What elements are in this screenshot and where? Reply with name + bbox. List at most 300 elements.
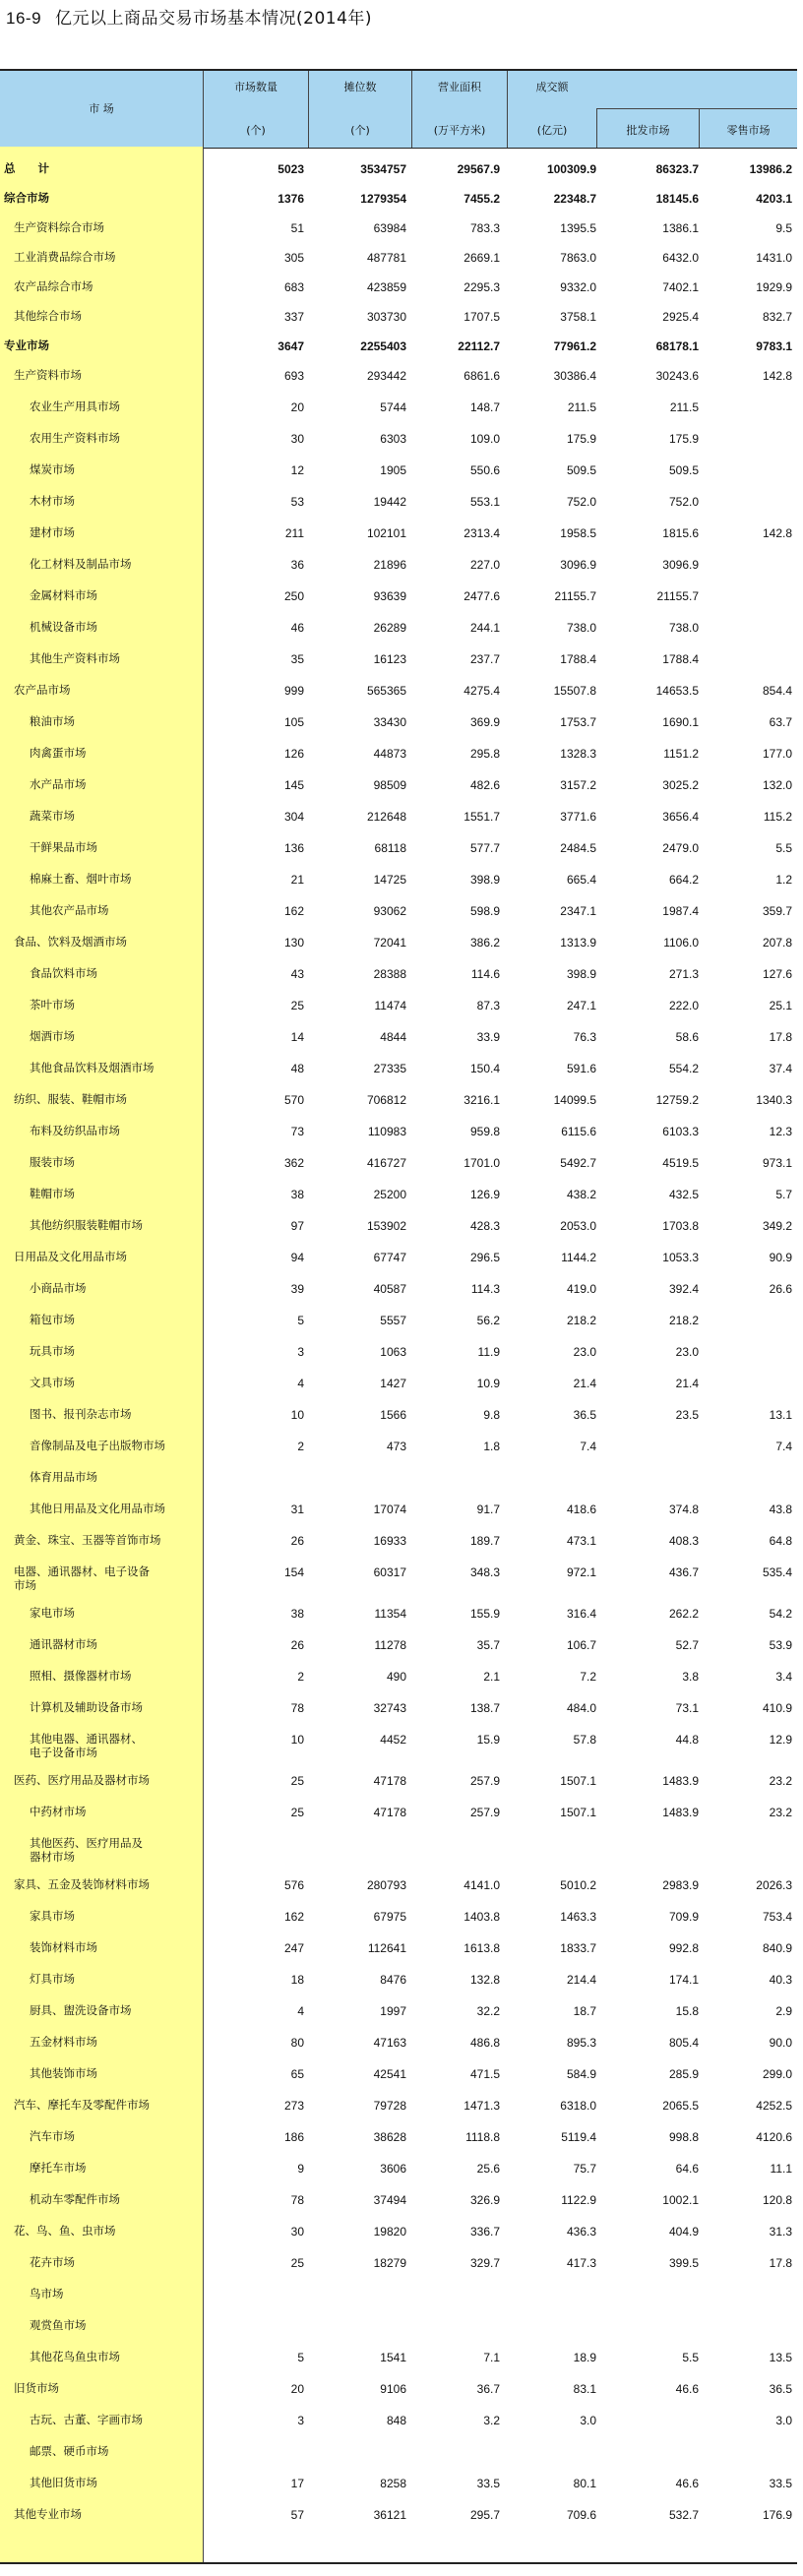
- cell-value: 75.7: [573, 2162, 596, 2176]
- cell-value: 211: [284, 526, 304, 540]
- cell-value: 175.9: [566, 432, 596, 446]
- cell-value: 392.4: [668, 1282, 699, 1296]
- row-label: 总 计: [4, 161, 49, 175]
- cell-value: 408.3: [668, 1534, 699, 1548]
- cell-value: 27335: [373, 1062, 406, 1075]
- cell-value: 12.9: [769, 1733, 792, 1747]
- cell-value: 30: [290, 432, 304, 446]
- cell-value: 1701.0: [463, 1156, 500, 1170]
- cell-value: 93062: [373, 904, 406, 918]
- table-row: [0, 1531, 797, 1551]
- cell-value: 576: [283, 1878, 304, 1892]
- row-label: 食品、饮料及烟酒市场: [14, 935, 127, 949]
- cell-value: 68118: [374, 841, 406, 855]
- table-row: [0, 460, 797, 480]
- cell-value: 3216.1: [463, 1093, 500, 1107]
- cell-value: 21155.7: [554, 589, 596, 603]
- cell-value: 554.2: [668, 1062, 699, 1075]
- cell-value: 211.5: [669, 400, 699, 414]
- cell-value: 304: [283, 810, 304, 824]
- table-row: [0, 712, 797, 732]
- table-row: [0, 555, 797, 575]
- cell-value: 132.0: [762, 778, 792, 792]
- table-row: [0, 1803, 797, 1822]
- cell-value: 1483.9: [662, 1806, 699, 1819]
- row-label: 箱包市场: [30, 1313, 75, 1326]
- cell-value: 3: [297, 2414, 304, 2427]
- cell-value: 738.0: [566, 621, 596, 635]
- cell-value: 13986.2: [749, 162, 792, 176]
- row-label: 其他电器、通讯器材、: [30, 1732, 143, 1746]
- cell-value: 1815.6: [662, 526, 699, 540]
- cell-value: 73.1: [675, 1701, 699, 1715]
- cell-value: 110983: [367, 1125, 406, 1138]
- header-retail: 零售市场: [726, 124, 771, 137]
- cell-value: 752.0: [668, 495, 699, 509]
- cell-value: 114.3: [470, 1282, 500, 1296]
- cell-value: 23.0: [675, 1345, 699, 1359]
- cell-value: 47178: [373, 1774, 406, 1788]
- row-label: 摩托车市场: [30, 2161, 87, 2175]
- header-count-unit: (个): [246, 124, 266, 137]
- table-row: [0, 1907, 797, 1927]
- cell-value: 3.4: [775, 1670, 792, 1684]
- table-row: [0, 1279, 797, 1299]
- row-label: 农业生产用具市场: [30, 399, 120, 413]
- table-row: [0, 307, 797, 327]
- cell-value: 60317: [373, 1565, 406, 1579]
- table-row: [0, 618, 797, 638]
- cell-value: 438.2: [566, 1188, 596, 1201]
- cell-value: 21: [290, 873, 304, 887]
- table-row: [0, 1374, 797, 1393]
- cell-value: 1313.9: [560, 936, 596, 950]
- cell-value: 37.4: [769, 1062, 792, 1075]
- cell-value: 38: [290, 1188, 304, 1201]
- cell-value: 18279: [373, 2256, 406, 2270]
- cell-value: 33430: [373, 715, 406, 729]
- cell-value: 57.8: [573, 1733, 596, 1747]
- cell-value: 1427: [380, 1377, 406, 1390]
- cell-value: 64.8: [769, 1534, 792, 1548]
- row-label: 花、鸟、鱼、虫市场: [14, 2224, 116, 2238]
- table-row: [0, 2190, 797, 2210]
- cell-value: 4452: [380, 1733, 406, 1747]
- cell-value: 1788.4: [560, 652, 596, 666]
- cell-value: 19820: [373, 2225, 406, 2239]
- cell-value: 56.2: [476, 1314, 500, 1327]
- header-stalls: 摊位数: [343, 81, 377, 93]
- row-label: 其他生产资料市场: [30, 651, 120, 665]
- cell-value: 40.3: [769, 1973, 792, 1987]
- cell-value: 484.0: [566, 1701, 596, 1715]
- cell-value: 38628: [373, 2130, 406, 2144]
- cell-value: 26: [290, 1638, 304, 1652]
- cell-value: 1063: [380, 1345, 406, 1359]
- row-label: 图书、报刊杂志市场: [30, 1407, 132, 1421]
- table-row: [0, 2096, 797, 2116]
- row-label: 粮油市场: [30, 714, 75, 728]
- cell-value: 11474: [374, 999, 406, 1012]
- table-row: [0, 1563, 797, 1592]
- cell-value: 1613.8: [463, 1941, 500, 1955]
- cell-value: 752.0: [566, 495, 596, 509]
- table-row: [0, 2285, 797, 2304]
- cell-value: 46: [290, 621, 304, 635]
- cell-value: 76.3: [573, 1030, 596, 1044]
- cell-value: 326.9: [469, 2193, 500, 2207]
- cell-value: 13.1: [769, 1408, 792, 1422]
- cell-value: 120.8: [762, 2193, 792, 2207]
- row-label: 建材市场: [30, 525, 75, 539]
- cell-value: 20: [290, 400, 304, 414]
- cell-value: 17.8: [769, 2256, 792, 2270]
- cell-value: 1929.9: [756, 280, 792, 294]
- cell-value: 98509: [373, 778, 406, 792]
- cell-value: 237.7: [469, 652, 500, 666]
- row-label: 肉禽蛋市场: [30, 746, 87, 760]
- cell-value: 10: [290, 1408, 304, 1422]
- table-row: [0, 1437, 797, 1456]
- table-row: [0, 1185, 797, 1204]
- cell-value: 73: [290, 1125, 304, 1138]
- cell-value: 63984: [373, 221, 406, 235]
- row-label: 烟酒市场: [30, 1029, 75, 1043]
- cell-value: 13.5: [769, 2351, 792, 2364]
- cell-value: 14: [290, 1030, 304, 1044]
- cell-value: 7455.2: [463, 192, 500, 206]
- cell-value: 2: [297, 1670, 304, 1684]
- cell-value: 3534757: [360, 162, 406, 176]
- cell-value: 16123: [373, 652, 406, 666]
- cell-value: 115.2: [763, 810, 792, 824]
- row-label: 农产品综合市场: [14, 279, 93, 293]
- row-label: 服装市场: [30, 1155, 75, 1169]
- cell-value: 46.6: [675, 2477, 699, 2490]
- row-label: 综合市场: [4, 191, 49, 205]
- cell-value: 37494: [373, 2193, 406, 2207]
- cell-value: 7863.0: [560, 251, 596, 265]
- cell-value: 2065.5: [662, 2099, 699, 2113]
- cell-value: 3.0: [775, 2414, 792, 2427]
- cell-value: 417.3: [566, 2256, 596, 2270]
- row-label: 家具市场: [30, 1909, 75, 1923]
- cell-value: 11.1: [770, 2162, 792, 2176]
- cell-value: 273: [283, 2099, 304, 2113]
- cell-value: 175.9: [668, 432, 699, 446]
- table-row: [0, 2348, 797, 2367]
- cell-value: 436.3: [566, 2225, 596, 2239]
- table-row: [0, 1771, 797, 1791]
- table-row: [0, 1405, 797, 1425]
- cell-value: 362: [283, 1156, 304, 1170]
- cell-value: 15.9: [476, 1733, 500, 1747]
- cell-value: 553.1: [469, 495, 500, 509]
- cell-value: 112641: [367, 1941, 406, 1955]
- header-market: 市 场: [89, 102, 114, 115]
- cell-value: 3647: [278, 339, 304, 353]
- cell-value: 895.3: [566, 2036, 596, 2050]
- header-turnover: 成交额: [535, 81, 569, 93]
- cell-value: 177.0: [762, 747, 792, 761]
- cell-value: 23.5: [675, 1408, 699, 1422]
- cell-value: 1279354: [360, 192, 406, 206]
- cell-value: 295.7: [469, 2508, 500, 2522]
- cell-value: 211.5: [567, 400, 596, 414]
- cell-value: 257.9: [469, 1806, 500, 1819]
- cell-value: 2295.3: [463, 280, 500, 294]
- cell-value: 11.9: [477, 1345, 500, 1359]
- cell-value: 87.3: [476, 999, 500, 1012]
- table-row: [0, 1059, 797, 1078]
- cell-value: 336.7: [469, 2225, 500, 2239]
- cell-value: 369.9: [469, 715, 500, 729]
- cell-value: 31: [290, 1503, 304, 1516]
- cell-value: 683: [283, 280, 304, 294]
- cell-value: 854.4: [762, 684, 792, 698]
- cell-value: 68178.1: [655, 339, 699, 353]
- cell-value: 1340.3: [756, 1093, 792, 1107]
- row-label: 其他日用品及文化用品市场: [30, 1502, 165, 1515]
- row-label: 家具、五金及装饰材料市场: [14, 1877, 150, 1891]
- table-row: [0, 996, 797, 1015]
- cell-value: 222.0: [668, 999, 699, 1012]
- cell-value: 79728: [373, 2099, 406, 2113]
- cell-value: 18.7: [573, 2004, 596, 2018]
- cell-value: 418.6: [566, 1503, 596, 1516]
- row-label: 装饰材料市场: [30, 1940, 97, 1954]
- cell-value: 214.4: [566, 1973, 596, 1987]
- cell-value: 3.8: [682, 1670, 699, 1684]
- row-label: 中药材市场: [30, 1805, 87, 1818]
- cell-value: 22112.7: [458, 339, 500, 353]
- cell-value: 532.7: [668, 2508, 699, 2522]
- cell-value: 6861.6: [463, 369, 500, 383]
- table-row: [0, 1027, 797, 1047]
- cell-value: 100309.9: [546, 162, 596, 176]
- table-row: [0, 398, 797, 417]
- cell-value: 43: [290, 967, 304, 981]
- cell-value: 30: [290, 2225, 304, 2239]
- cell-value: 44873: [373, 747, 406, 761]
- cell-value: 706812: [366, 1093, 406, 1107]
- row-label: 鸟市场: [30, 2287, 64, 2300]
- cell-value: 5119.4: [561, 2130, 596, 2144]
- cell-value: 35.7: [476, 1638, 500, 1652]
- row-label: 家电市场: [30, 1606, 75, 1620]
- cell-value: 386.2: [469, 936, 500, 950]
- cell-value: 102101: [366, 526, 406, 540]
- cell-value: 250: [283, 589, 304, 603]
- cell-value: 28388: [373, 967, 406, 981]
- cell-value: 293442: [366, 369, 406, 383]
- cell-value: 23.2: [769, 1774, 792, 1788]
- cell-value: 78: [290, 2193, 304, 2207]
- cell-value: 132.8: [469, 1973, 500, 1987]
- cell-value: 1151.2: [663, 747, 699, 761]
- cell-value: 584.9: [566, 2067, 596, 2081]
- row-label: 汽车市场: [30, 2129, 75, 2143]
- table-row: [0, 429, 797, 449]
- cell-value: 48: [290, 1062, 304, 1075]
- cell-value: 15507.8: [553, 684, 596, 698]
- cell-value: 577.7: [469, 841, 500, 855]
- row-label: 农产品市场: [14, 683, 71, 697]
- cell-value: 155.9: [469, 1607, 500, 1621]
- cell-value: 1053.3: [662, 1251, 699, 1264]
- cell-value: 1987.4: [662, 904, 699, 918]
- cell-value: 218.2: [566, 1314, 596, 1327]
- cell-value: 33.5: [769, 2477, 792, 2490]
- row-label: 通讯器材市场: [30, 1637, 97, 1651]
- cell-value: 3771.6: [560, 810, 596, 824]
- cell-value: 109.0: [469, 432, 500, 446]
- cell-value: 1690.1: [662, 715, 699, 729]
- cell-value: 709.6: [566, 2508, 596, 2522]
- row-label: 邮票、硬币市场: [30, 2444, 109, 2458]
- cell-value: 1997: [380, 2004, 406, 2018]
- cell-value: 959.8: [469, 1125, 500, 1138]
- cell-value: 142.8: [762, 526, 792, 540]
- cell-value: 150.4: [469, 1062, 500, 1075]
- cell-value: 36.5: [769, 2382, 792, 2396]
- cell-value: 565365: [366, 684, 406, 698]
- cell-value: 9106: [380, 2382, 406, 2396]
- cell-value: 1431.0: [756, 251, 792, 265]
- row-label: 厨具、盥洗设备市场: [30, 2003, 132, 2017]
- cell-value: 5.7: [775, 1188, 792, 1201]
- table-row: [0, 2411, 797, 2430]
- row-label-continued: 电子设备市场: [30, 1746, 97, 1759]
- table-row: [0, 1248, 797, 1267]
- cell-value: 65: [290, 2067, 304, 2081]
- cell-value: 1507.1: [560, 1806, 596, 1819]
- cell-value: 6103.3: [662, 1125, 699, 1138]
- cell-value: 665.4: [566, 873, 596, 887]
- cell-value: 490: [386, 1670, 406, 1684]
- cell-value: 80: [290, 2036, 304, 2050]
- cell-value: 6318.0: [560, 2099, 596, 2113]
- cell-value: 2: [297, 1440, 304, 1453]
- cell-value: 664.2: [668, 873, 699, 887]
- cell-value: 4141.0: [463, 1878, 500, 1892]
- cell-value: 1463.3: [560, 1910, 596, 1924]
- cell-value: 14099.5: [553, 1093, 596, 1107]
- cell-value: 3157.2: [560, 778, 596, 792]
- cell-value: 67975: [373, 1910, 406, 1924]
- cell-value: 2255403: [360, 339, 406, 353]
- cell-value: 305: [283, 251, 304, 265]
- cell-value: 1471.3: [463, 2099, 500, 2113]
- cell-value: 398.9: [469, 873, 500, 887]
- cell-value: 1.8: [483, 1440, 500, 1453]
- cell-value: 174.1: [668, 1973, 699, 1987]
- cell-value: 374.8: [668, 1503, 699, 1516]
- table-row: [0, 1938, 797, 1958]
- cell-value: 359.7: [762, 904, 792, 918]
- cell-value: 176.9: [762, 2508, 792, 2522]
- cell-value: 998.8: [668, 2130, 699, 2144]
- cell-value: 299.0: [762, 2067, 792, 2081]
- cell-value: 30386.4: [553, 369, 596, 383]
- cell-value: 1386.1: [662, 221, 699, 235]
- cell-value: 1.2: [775, 873, 792, 887]
- cell-value: 473.1: [566, 1534, 596, 1548]
- row-label: 工业消费品综合市场: [14, 250, 116, 264]
- table-row: [0, 1122, 797, 1141]
- cell-value: 244.1: [469, 621, 500, 635]
- cell-value: 1541: [380, 2351, 406, 2364]
- cell-value: 1002.1: [662, 2193, 699, 2207]
- cell-value: 189.7: [469, 1534, 500, 1548]
- cell-value: 126: [283, 747, 304, 761]
- table-row: [0, 807, 797, 827]
- row-label: 纺织、服装、鞋帽市场: [14, 1092, 127, 1106]
- row-label: 汽车、摩托车及零配件市场: [14, 2098, 150, 2112]
- cell-value: 329.7: [469, 2256, 500, 2270]
- cell-value: 1122.9: [561, 2193, 596, 2207]
- table-row: [0, 1216, 797, 1236]
- cell-value: 207.8: [762, 936, 792, 950]
- table-row: [0, 1635, 797, 1655]
- cell-value: 72041: [373, 936, 406, 950]
- cell-value: 77961.2: [553, 339, 596, 353]
- cell-value: 1551.7: [463, 810, 500, 824]
- row-label: 化工材料及制品市场: [30, 557, 132, 571]
- row-label: 棉麻土畜、烟叶市场: [30, 872, 132, 886]
- cell-value: 410.9: [762, 1701, 792, 1715]
- table-bottom-rule: [0, 2562, 797, 2564]
- row-label: 其他食品饮料及烟酒市场: [30, 1061, 154, 1074]
- table-row: [0, 2253, 797, 2273]
- row-label: 音像制品及电子出版物市场: [30, 1439, 165, 1452]
- cell-value: 126.9: [469, 1188, 500, 1201]
- table-row: [0, 1342, 797, 1362]
- row-label: 水产品市场: [30, 777, 87, 791]
- table-row: [0, 744, 797, 764]
- cell-value: 47163: [373, 2036, 406, 2050]
- cell-value: 90.0: [769, 2036, 792, 2050]
- cell-value: 19442: [373, 495, 406, 509]
- row-label: 五金材料市场: [30, 2035, 97, 2049]
- row-label: 机动车零配件市场: [30, 2192, 120, 2206]
- cell-value: 805.4: [668, 2036, 699, 2050]
- cell-value: 186: [283, 2130, 304, 2144]
- cell-value: 218.2: [668, 1314, 699, 1327]
- cell-value: 1118.8: [465, 2130, 500, 2144]
- cell-value: 296.5: [469, 1251, 500, 1264]
- cell-value: 486.8: [469, 2036, 500, 2050]
- cell-value: 550.6: [469, 463, 500, 477]
- table-row: [0, 1970, 797, 1990]
- row-label: 观赏鱼市场: [30, 2318, 87, 2332]
- cell-value: 2477.6: [463, 589, 500, 603]
- cell-value: 57: [290, 2508, 304, 2522]
- row-label: 木材市场: [30, 494, 75, 508]
- cell-value: 5.5: [682, 2351, 699, 2364]
- row-label: 金属材料市场: [30, 588, 97, 602]
- table-row: [0, 1834, 797, 1864]
- row-label-continued: 市场: [14, 1578, 36, 1592]
- row-label: 电器、通讯器材、电子设备: [14, 1564, 150, 1578]
- table-row: [0, 2505, 797, 2525]
- row-label: 其他纺织服装鞋帽市场: [30, 1218, 143, 1232]
- row-label: 其他旧货市场: [30, 2476, 97, 2489]
- cell-value: 25: [290, 1806, 304, 1819]
- cell-value: 26289: [373, 621, 406, 635]
- cell-value: 11278: [374, 1638, 406, 1652]
- cell-value: 3: [297, 1345, 304, 1359]
